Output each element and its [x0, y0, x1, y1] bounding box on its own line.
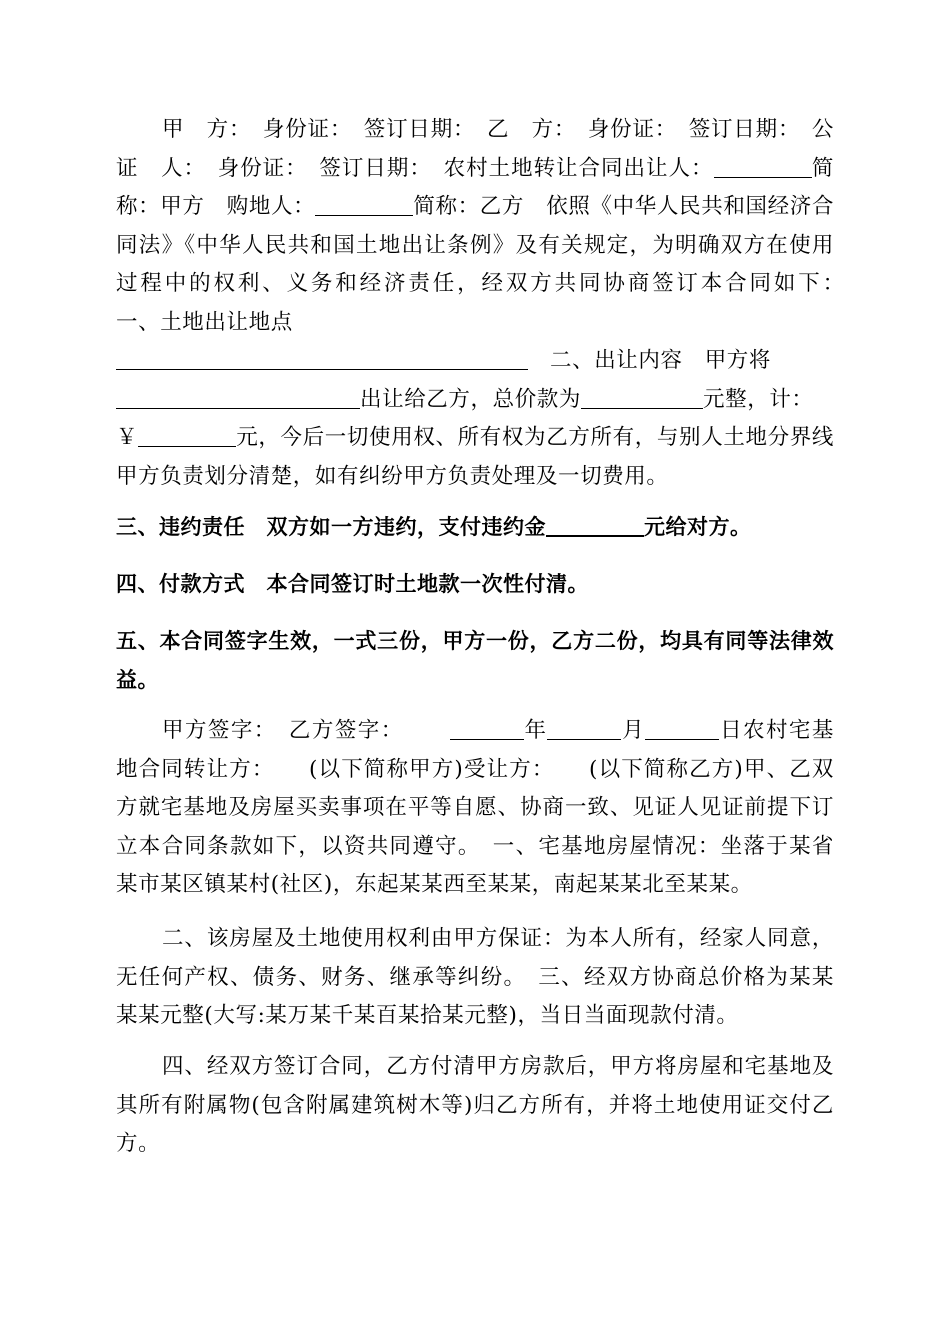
day-blank	[645, 718, 719, 741]
month-blank	[547, 718, 621, 741]
paragraph-signatures-and-homestead	[116, 712, 834, 905]
year-blank	[450, 718, 524, 741]
transfer-content-label: 二、出让内容 甲方将	[550, 348, 772, 373]
buyer-blank	[315, 194, 413, 217]
month-label: 月	[621, 718, 646, 743]
penalty-blank	[546, 514, 644, 537]
homestead-text: 日农村宅基地合同转让方： (以下简称甲方)受让方： (以下简称乙方)甲、乙双方就宅基地及房屋买卖事项在平等自愿、协商一致、见证人见证前提下订立本合同条款如下，以资共同遵守。 一、宅基地房屋情况：坐落于某省某市某区镇某村(社区)，东起某某西至某某，南起某某北至某某。	[116, 718, 834, 897]
signature-labels: 甲方签字： 乙方签字：	[162, 718, 404, 743]
yuan-symbol: ￥	[116, 425, 139, 450]
paragraph-breach-liability	[116, 508, 834, 547]
ownership-text: 元，今后一切使用权、所有权为乙方所有，与别人土地分界线甲方负责划分清楚，如有纠纷甲方负责处理及一切费用。	[116, 425, 835, 489]
breach-text: 三、违约责任 双方如一方违约，支付违约金	[116, 515, 546, 539]
paragraph-effective-clause: 五、本合同签字生效，一式三份，甲方一份，乙方二份，均具有同等法律效益。	[116, 629, 834, 692]
total-price-blank	[581, 386, 703, 409]
total-price-label: 出让给乙方，总价款为	[360, 386, 582, 412]
paragraph-ownership-guarantee: 二、该房屋及土地使用权利由甲方保证：为本人所有，经家人同意，无任何产权、债务、财务、继承等纠纷。 三、经双方协商总价格为某某某某元整(大写:某万某千某百某拾某元整)，当日当面现款付清。	[116, 926, 834, 1028]
amount-label: 元整，计：	[703, 386, 814, 412]
paragraph-payment-method: 四、付款方式 本合同签订时土地款一次性付清。	[116, 572, 589, 596]
buyer-label: 简称：甲方 购地人：	[116, 155, 834, 219]
parties-and-transferor-label: 甲 方： 身份证： 签订日期： 乙 方： 身份证： 签订日期： 公 证 人： 身份证： 签订日期： 农村土地转让合同出让人：	[116, 117, 857, 181]
breach-text-end: 元给对方。	[644, 515, 752, 539]
transferor-blank	[714, 155, 812, 178]
legal-basis-text: 简称：乙方 依照《中华人民共和国经济合同法》《中华人民共和国土地出让条例》及有关规定，为明确双方在使用过程中的权利、义务和经济责任，经双方共同协商签订本合同如下： 一、土地出让地点	[116, 194, 857, 335]
paragraph-handover: 四、经双方签订合同，乙方付清甲方房款后，甲方将房屋和宅基地及其所有附属物(包含附属建筑树木等)归乙方所有，并将土地使用证交付乙方。	[116, 1054, 834, 1156]
land-description-blank	[116, 386, 360, 409]
paragraph-contract-intro	[116, 111, 857, 496]
amount-blank	[138, 425, 236, 448]
year-label: 年	[523, 718, 548, 743]
location-blank	[116, 348, 528, 371]
